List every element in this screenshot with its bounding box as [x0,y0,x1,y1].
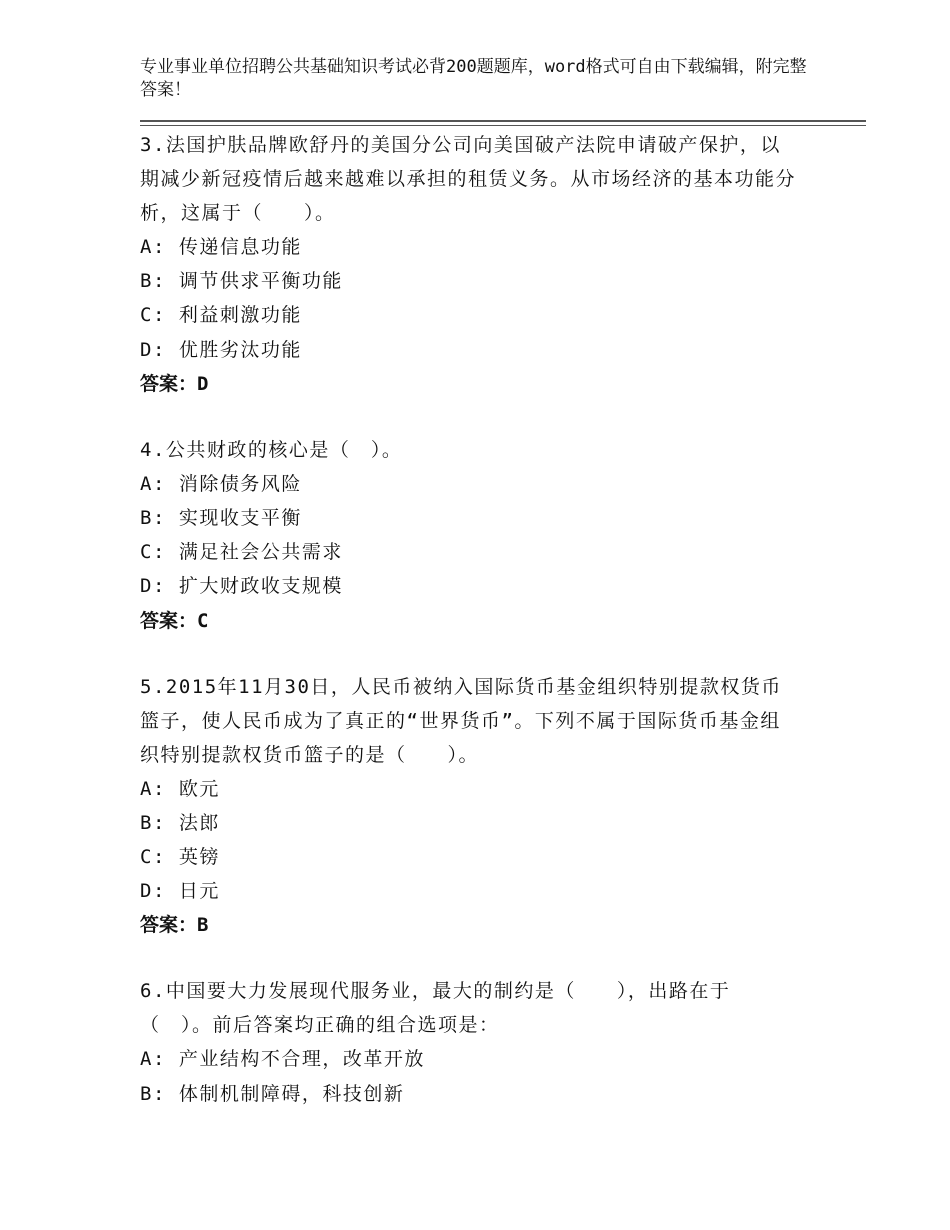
header-rule [140,120,866,126]
page-header [140,56,820,102]
option-d: D: 日元 [140,880,220,903]
option-c: C: 满足社会公共需求 [140,541,343,564]
question-stem: 6.中国要大力发展现代服务业，最大的制约是（ ），出路在于（ ）。前后答案均正确的组合选项是： [140,980,731,1037]
question-stem: 4.公共财政的核心是（ ）。 [140,438,403,461]
option-a: A: 欧元 [140,777,220,800]
option-d: D: 优胜劣汰功能 [140,338,302,361]
question-list [140,128,800,1143]
question-5 [140,670,800,943]
question-6 [140,974,800,1110]
question-stem: 3.法国护肤品牌欧舒丹的美国分公司向美国破产法院申请破产保护，以期减少新冠疫情后越来越难以承担的租赁义务。从市场经济的基本功能分析，这属于（ ）。 [140,134,797,224]
option-b: B: 体制机制障碍，科技创新 [140,1082,405,1105]
header-text: 专业事业单位招聘公共基础知识考试必背200题题库，word格式可自由下载编辑，附完整答案！ [140,57,807,100]
question-3 [140,128,800,401]
answer-line: 答案：D [140,372,209,395]
option-a: A: 传递信息功能 [140,236,302,258]
option-c: C: 英镑 [140,846,220,869]
answer-line: 答案：B [140,914,209,937]
option-c: C: 利益刺激功能 [140,304,302,327]
option-a: A: 消除债务风险 [140,472,302,495]
answer-line: 答案：C [140,609,209,632]
option-b: B: 调节供求平衡功能 [140,270,343,293]
option-b: B: 实现收支平衡 [140,507,302,530]
option-a: A: 产业结构不合理，改革开放 [140,1048,425,1071]
question-stem: 5.2015年11月30日，人民币被纳入国际货币基金组织特别提款权货币篮子，使人民币成为了真正的“世界货币”。下列不属于国际货币基金组织特别提款权货币篮子的是（ ）。 [140,675,782,766]
question-4 [140,433,800,638]
option-d: D: 扩大财政收支规模 [140,575,343,598]
option-b: B: 法郎 [140,811,220,834]
